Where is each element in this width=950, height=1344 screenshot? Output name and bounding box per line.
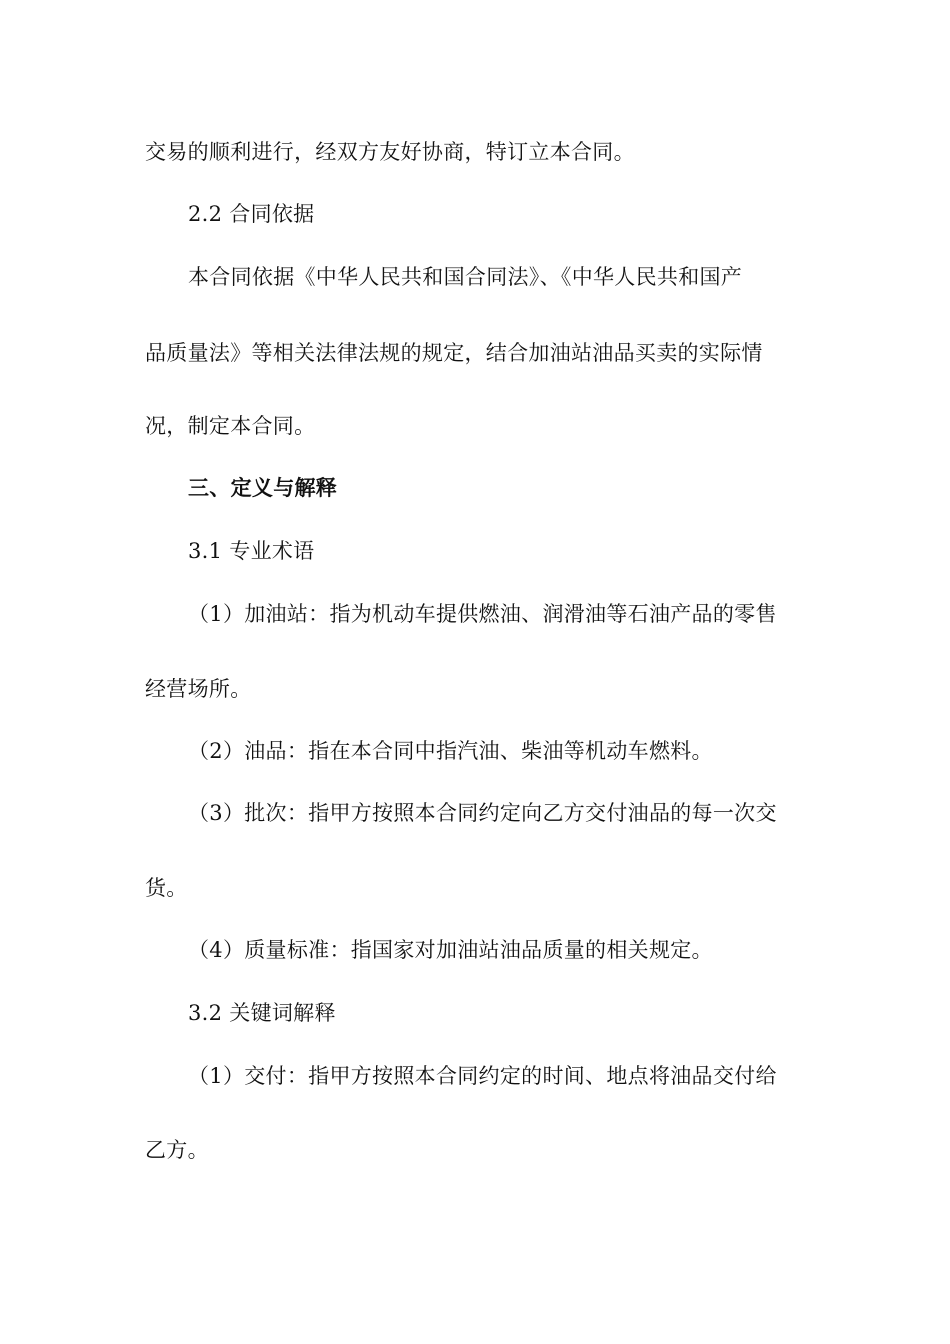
term-3-line-1: （3）批次：指甲方按照本合同约定向乙方交付油品的每一次交 [188, 801, 777, 825]
term-1-line-1: （1）加油站：指为机动车提供燃油、润滑油等石油产品的零售 [188, 602, 777, 626]
keyword-1-line-2: 乙方。 [145, 1138, 209, 1162]
chapter-heading-3: 三、定义与解释 [188, 475, 338, 500]
paragraph-intro-continuation: 交易的顺利进行，经双方友好协商，特订立本合同。 [145, 140, 635, 164]
term-3-line-2: 货。 [145, 876, 188, 900]
paragraph-basis-line-2: 品质量法》等相关法律法规的规定，结合加油站油品买卖的实际情 [145, 341, 763, 365]
paragraph-basis-line-1: 本合同依据《中华人民共和国合同法》、《中华人民共和国产 [188, 265, 743, 289]
section-heading-3-2: 3.2 关键词解释 [188, 1001, 336, 1025]
paragraph-basis-line-3: 况，制定本合同。 [145, 414, 316, 438]
section-heading-3-1: 3.1 专业术语 [188, 539, 315, 563]
section-heading-2-2: 2.2 合同依据 [188, 202, 315, 226]
term-4: （4）质量标准：指国家对加油站油品质量的相关规定。 [188, 938, 713, 962]
term-1-line-2: 经营场所。 [145, 677, 252, 701]
keyword-1-line-1: （1）交付：指甲方按照本合同约定的时间、地点将油品交付给 [188, 1064, 777, 1088]
term-2: （2）油品：指在本合同中指汽油、柴油等机动车燃料。 [188, 739, 713, 763]
